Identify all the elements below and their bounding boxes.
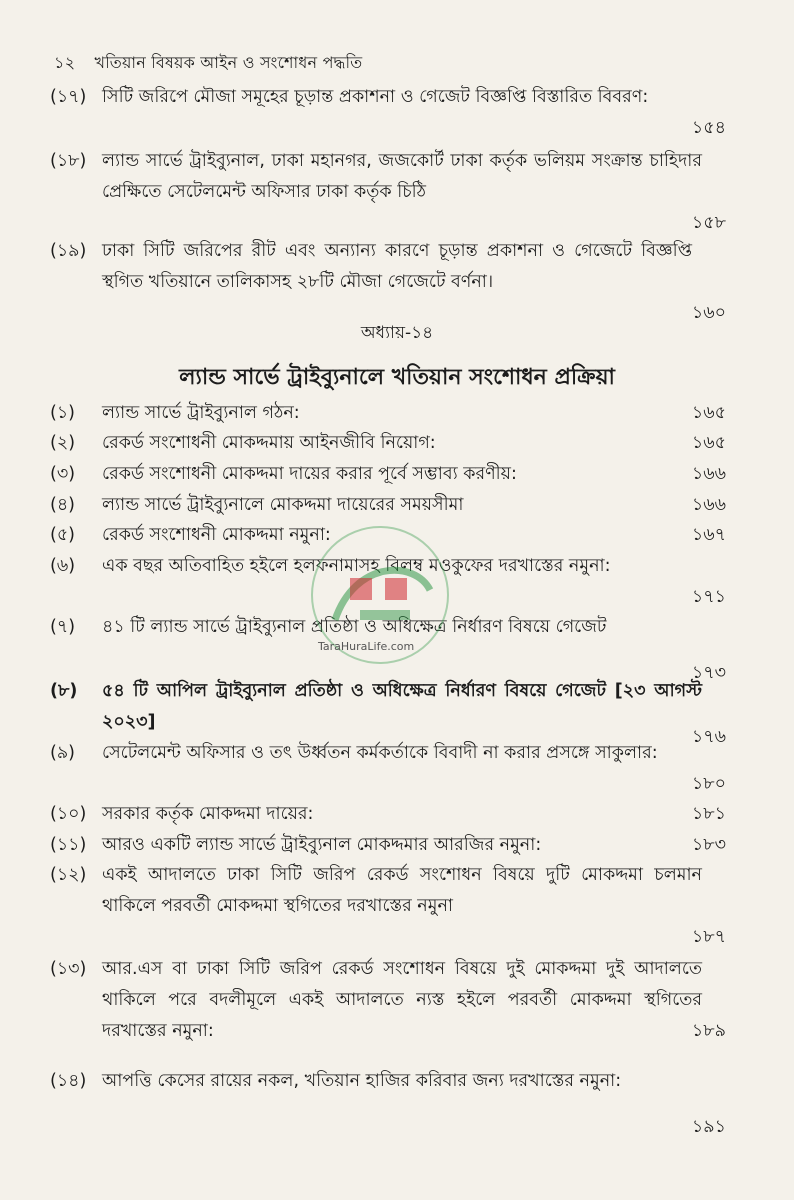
entry-page: ১৯১	[691, 1117, 726, 1137]
entry-text: ঢাকা সিটি জরিপের রীট এবং অন্যান্য কারণে চূড়ান্ত প্রকাশনা ও গেজেটে বিজ্ঞপ্তি স্থগিত খতিয়ানে তালিকাসহ ২৮টি মৌজা গেজেটে বর্ণনা।	[102, 241, 692, 292]
entry-text: রেকর্ড সংশোধনী মোকদ্দমায় আইনজীবি নিয়োগ:	[102, 433, 436, 453]
toc-entry-8	[50, 676, 726, 747]
toc-entry-18	[50, 146, 726, 233]
entry-number: (৮)	[50, 681, 78, 701]
header-page-number: ১২	[54, 53, 76, 72]
entry-text: ল্যান্ড সার্ভে ট্রাইব্যুনাল, ঢাকা মহানগর, জজকোর্ট ঢাকা কর্তৃক ভলিয়ম সংক্রান্ত চাহিদার প্রেক্ষিতে সেটেলমেন্ট অফিসার ঢাকা কর্তৃক চিঠি	[102, 151, 702, 202]
entry-page: ১৮৩	[691, 835, 726, 855]
entry-page: ১৫৪	[691, 118, 726, 138]
entry-text: ল্যান্ড সার্ভে ট্রাইব্যুনালে মোকদ্দমা দায়েরের সময়সীমা	[102, 495, 464, 515]
toc-entry-14	[50, 1066, 726, 1137]
entry-number: (৭)	[50, 617, 76, 637]
entry-number: (১৪)	[50, 1071, 87, 1091]
entry-page: ১৮০	[691, 774, 726, 794]
chapter-title: ল্যান্ড সার্ভে ট্রাইব্যুনালে খতিয়ান সংশোধন প্রক্রিয়া	[179, 365, 615, 390]
entry-number: (২)	[50, 433, 76, 453]
entry-number: (১৮)	[50, 151, 87, 171]
chapter-label: অধ্যায়-১৪	[360, 323, 434, 343]
entry-number: (৬)	[50, 556, 76, 576]
entry-page: ১৮১	[691, 804, 726, 824]
entry-page: ১৬৬	[691, 495, 726, 515]
entry-text: একই আদালতে ঢাকা সিটি জরিপ রেকর্ড সংশোধন বিষয়ে দুটি মোকদ্দমা চলমান থাকিলে পরবর্তী মোকদ্দমা স্থগিতের দরখাস্তের নমুনা	[102, 865, 702, 916]
entry-text: রেকর্ড সংশোধনী মোকদ্দমা নমুনা:	[102, 525, 331, 545]
entry-text: সেটেলমেন্ট অফিসার ও তৎ উর্ধ্বতন কর্মকর্তাকে বিবাদী না করার প্রসঙ্গে সাকুলার:	[102, 743, 658, 763]
toc-entry-19	[50, 236, 726, 323]
entry-number: (১৯)	[50, 241, 87, 261]
entry-text: আরও একটি ল্যান্ড সার্ভে ট্রাইব্যুনাল মোকদ্দমার আরজির নমুনা:	[102, 835, 542, 855]
entry-number: (১৩)	[50, 959, 87, 979]
toc-entry-2	[50, 428, 726, 458]
entry-text: ল্যান্ড সার্ভে ট্রাইব্যুনাল গঠন:	[102, 403, 300, 423]
toc-entry-13	[50, 954, 726, 1047]
entry-number: (৫)	[50, 525, 76, 545]
entry-text: ৪১ টি ল্যান্ড সার্ভে ট্রাইব্যুনাল প্রতিষ্ঠা ও অধিক্ষেত্র নির্ধারণ বিষয়ে গেজেট	[102, 617, 607, 637]
entry-number: (৯)	[50, 743, 76, 763]
entry-number: (৪)	[50, 495, 76, 515]
entry-number: (১০)	[50, 804, 87, 824]
entry-number: (১৭)	[50, 87, 87, 107]
entry-text: আর.এস বা ঢাকা সিটি জরিপ রেকর্ড সংশোধন বিষয়ে দুই মোকদ্দমা দুই আদালতে থাকিলে পরে বদলীমূলে একই আদালতে ন্যস্ত হইলে পরবর্তী মোকদ্দমা স্থগিতের দরখাস্তের নমুনা:	[102, 959, 702, 1041]
entry-number: (৩)	[50, 464, 76, 484]
entry-text: আপত্তি কেসের রায়ের নকল, খতিয়ান হাজির করিবার জন্য দরখাস্তের নমুনা:	[102, 1071, 622, 1091]
watermark-text: TaraHuraLife.com	[318, 640, 415, 653]
entry-page: ১৬০	[691, 303, 726, 323]
entry-text: সিটি জরিপে মৌজা সমূহের চূড়ান্ত প্রকাশনা ও গেজেট বিজ্ঞপ্তি বিস্তারিত বিবরণ:	[102, 87, 649, 107]
entry-text: রেকর্ড সংশোধনী মোকদ্দমা দায়ের করার পূর্বে সম্ভাব্য করণীয়:	[102, 464, 517, 484]
toc-entry-11	[50, 830, 726, 860]
entry-page: ১৭৬	[691, 727, 726, 747]
entry-page: ১৬৬	[691, 464, 726, 484]
toc-entry-4	[50, 490, 726, 520]
entry-page: ১৬৭	[691, 525, 726, 545]
entry-number: (১১)	[50, 835, 87, 855]
entry-page: ১৬৫	[691, 403, 726, 423]
running-header	[54, 50, 362, 77]
entry-page: ১৫৮	[691, 213, 726, 233]
toc-entry-17	[50, 82, 726, 138]
toc-entry-1	[50, 398, 726, 428]
entry-page: ১৮৭	[691, 927, 726, 947]
entry-text: এক বছর অতিবাহিত হইলে হলফনামাসহ বিলম্ব মওকুফের দরখাস্তের নমুনা:	[102, 556, 611, 576]
entry-number: (১২)	[50, 865, 87, 885]
toc-entry-10	[50, 799, 726, 829]
header-title: খতিয়ান বিষয়ক আইন ও সংশোধন পদ্ধতি	[94, 53, 363, 72]
entry-page: ১৬৫	[691, 433, 726, 453]
toc-entry-12	[50, 860, 726, 947]
toc-entry-3	[50, 459, 726, 489]
entry-page: ১৭১	[691, 587, 726, 607]
entry-page: ১৭৩	[691, 663, 726, 683]
entry-text: ৫৪ টি আপিল ট্রাইব্যুনাল প্রতিষ্ঠা ও অধিক্ষেত্র নির্ধারণ বিষয়ে গেজেট [২৩ আগস্ট ২০২৩]	[102, 681, 702, 732]
entry-text: সরকার কর্তৃক মোকদ্দমা দায়ের:	[102, 804, 314, 824]
entry-page: ১৮৯	[691, 1021, 726, 1041]
toc-entry-9	[50, 738, 726, 794]
entry-number: (১)	[50, 403, 76, 423]
